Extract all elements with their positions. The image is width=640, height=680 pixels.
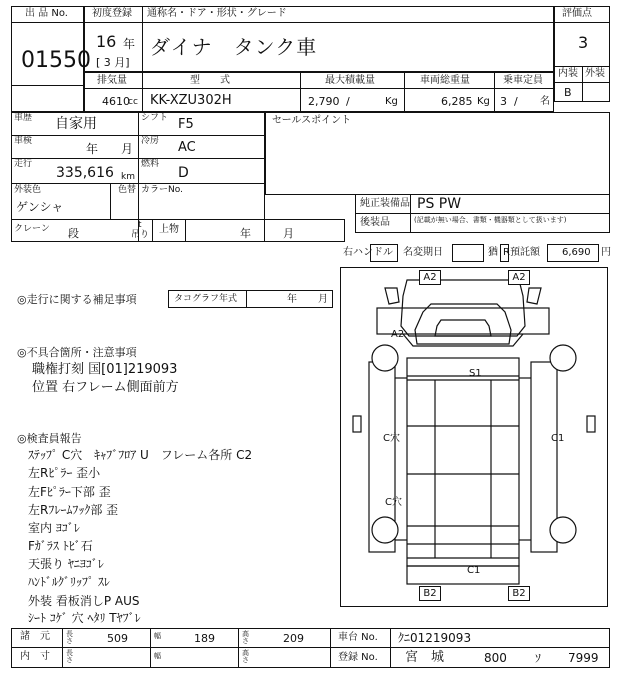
crane-ton-top: t [138,220,142,230]
options-value: PS PW [417,196,462,212]
length-label-inner: 長さ [66,649,73,664]
name-label: 通称名・ドア・形状・グレード [147,8,287,19]
tacho-month-unit: 月 [318,294,328,305]
history-value: 自家用 [55,116,97,132]
height-label: 高さ [242,630,249,645]
lot-label: 出 品 No. [25,8,68,19]
truck-outline [341,268,607,606]
ext-color-value: ゲンシャ [16,200,64,214]
interior-label: 内装 [558,68,578,79]
handle-value: 右ハンドル [343,247,393,258]
outer-dims-label: 諸 元 [20,631,50,642]
inspector-line-3: 左Fﾋﾟﾗｰ下部 歪 [28,485,111,499]
dims-table [11,628,610,668]
sales-points-label: セールスポイント [272,115,352,126]
ext-color-label: 外装色 [14,185,42,195]
inspector-line-2: 左Rﾋﾟﾗｰ 歪小 [28,466,101,480]
gvw-unit: Kg [477,96,490,107]
chassis-number: ｸﾆ01219093 [398,631,472,645]
tachograph-label: タコグラフ年式 [174,294,238,304]
inspector-label: ◎検査員報告 [17,432,82,445]
width-label: 幅 [154,632,161,640]
tacho-year-unit: 年 [287,294,297,305]
crane-stage-unit: 段 [68,227,79,240]
inspector-line-7: 天張り ﾔﾆﾖｺﾞﾚ [28,557,104,571]
defect-line-1: 職権打刻 国[01]219093 [32,362,178,377]
first-reg-year: 16 [96,32,117,51]
defects-label: ◎不具合箇所・注意事項 [17,346,137,359]
damage-mark-c-hole-rear: C穴 [385,497,402,508]
crane-label: クレーン [14,224,50,234]
crane-ton-unit: 吊り [131,230,150,240]
exterior-label: 外装 [585,68,605,79]
shift-label: シフト [141,113,169,123]
inspector-line-5: 室内 ﾖｺﾞﾚ [28,521,80,535]
max-load-value: 2,790 [308,95,340,108]
displacement-value: 4610 [102,95,130,108]
color-code-label: カラーNo. [141,185,183,195]
chassis-label: 車台 No. [338,632,378,643]
aftermarket-label: 後装品 [360,217,390,228]
inspector-line-4: 左Rﾌﾚｰﾑﾌｯｸ部 歪 [28,503,119,517]
damage-mark-s1: S1 [469,368,482,379]
inspector-line-10: ｼｰﾄ ｺｹﾞ 穴 ﾍﾀﾘ Tﾔﾌﾞﾚ [28,611,141,625]
lot-number: 01550 [21,48,91,73]
truck-diagram [340,267,608,607]
driving-notes-label: ◎走行に関する補足事項 [17,293,137,306]
first-reg-label: 初度登録 [92,8,132,19]
mileage-unit: km [121,172,135,182]
damage-mark-a2-cab: A2 [391,329,405,340]
damage-mark-b2-rear-left: B2 [419,586,441,601]
reg-class: 800 [484,651,507,665]
max-load-unit: Kg [385,96,398,107]
outer-width: 189 [194,632,215,645]
inspector-line-8: ﾊﾝﾄﾞﾙｸﾞﾘｯﾌﾟ ｽﾚ [28,575,110,589]
inspector-line-9: 外装 看板消しP AUS [28,594,140,608]
outer-length: 509 [107,632,128,645]
inspector-line-1: ｽﾃｯﾌﾟ C穴 ｷｬﾌﾞﾌﾛｱ U フレーム各所 C2 [28,448,253,462]
ac-value: AC [178,140,196,155]
mileage-label: 走行 [14,159,33,169]
inspection-year-unit: 年 [86,142,99,156]
shift-value: F5 [178,117,194,132]
defect-line-2: 位置 右フレーム側面前方 [32,380,179,395]
history-label: 車歴 [14,113,33,123]
length-label: 長さ [66,630,73,645]
ac-label: 冷房 [141,136,160,146]
upper-year-unit: 年 [240,227,251,240]
reg-label: 登録 No. [338,652,378,663]
upper-label: 上物 [159,224,179,235]
name-change-label: 名変期日 [403,247,443,258]
inspector-line-6: Fｶﾞﾗｽ ﾄﾋﾞ石 [28,539,93,553]
max-load-sep: / [346,95,350,108]
max-load-label: 最大積載量 [325,75,375,86]
vehicle-name: ダイナ タンク車 [150,35,318,59]
capacity-unit: 名 [540,96,550,107]
capacity-sep: / [514,95,518,108]
damage-mark-a2-front-left: A2 [419,270,441,285]
gvw-value: 6,285 [441,95,473,108]
fuel-value: D [178,165,189,181]
outer-height: 209 [283,632,304,645]
height-label-inner: 高さ [242,649,249,664]
year-unit: 年 [123,37,136,51]
damage-mark-c1-right: C1 [551,433,565,444]
recycle-value: 6,690 [562,247,591,258]
aftermarket-note: (記載が無い場合、書類・機器類として扱います) [414,216,567,224]
displacement-unit: cc [128,97,138,107]
inspection-label: 車検 [14,136,33,146]
options-label: 純正装備品 [360,198,410,209]
recycle-label: R預託額 [503,247,540,258]
displacement-label: 排気量 [97,75,127,86]
mileage-value: 335,616 [56,165,114,181]
capacity-label: 乗車定員 [503,75,543,86]
damage-mark-c1-rear: C1 [467,565,481,576]
damage-mark-b2-rear-right: B2 [508,586,530,601]
damage-mark-a2-front-right: A2 [508,270,530,285]
width-label-inner: 幅 [154,652,161,660]
capacity-value: 3 [500,95,507,108]
grade-value: 3 [578,33,589,52]
reg-number: 7999 [568,651,599,665]
model-value: KK-XZU302H [150,93,232,108]
inner-dims-label: 内 寸 [20,651,50,662]
name-change-box [452,244,484,262]
tax-label: 猶 [488,247,498,258]
inspection-month-unit: 月 [121,142,134,156]
interior-grade: B [564,86,572,99]
first-reg-month: [ 3 月] [96,56,130,69]
reg-kana: ｿ [535,651,542,665]
grade-label: 評価点 [562,8,592,19]
damage-mark-c-hole-left: C穴 [383,433,400,444]
fuel-label: 燃料 [141,159,160,169]
reg-area: 宮 城 [405,650,445,665]
recycle-unit: 円 [601,247,611,258]
upper-month-unit: 月 [283,227,294,240]
model-label: 型 式 [190,75,230,86]
color-no-label: 色替 [118,185,137,195]
gvw-label: 車両総重量 [420,75,470,86]
